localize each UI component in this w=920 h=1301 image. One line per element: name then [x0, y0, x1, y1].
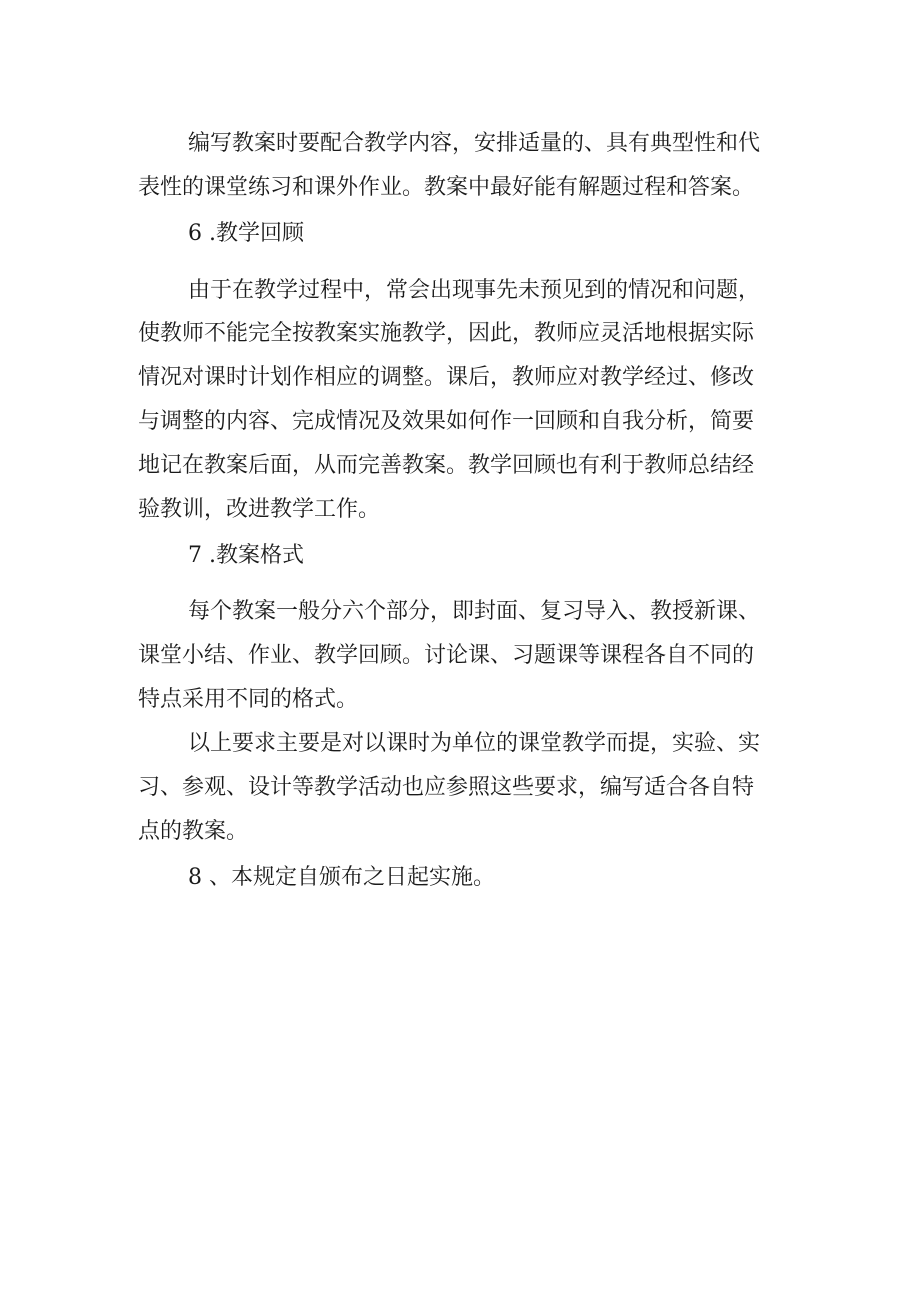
paragraph-line: 使教师不能完全按教案实施教学，因此，教师应灵活地根据实际: [138, 321, 755, 346]
paragraph-line: 地记在教案后面，从而完善教案。教学回顾也有利于教师总结经: [138, 453, 755, 478]
paragraph-line: 点的教案。: [138, 819, 249, 844]
paragraph-line: 习、参观、设计等教学活动也应参照这些要求，编写适合各自特: [138, 775, 755, 800]
paragraph-line: 与调整的内容、完成情况及效果如何作一回顾和自我分析，简要: [138, 409, 755, 434]
paragraph-line: 情况对课时计划作相应的调整。课后，教师应对教学经过、修改: [138, 365, 755, 390]
paragraph-line: 编写教案时要配合教学内容，安排适量的、具有典型性和代: [188, 131, 761, 156]
section-heading-7: 7 .教案格式: [188, 543, 304, 568]
section-heading-8: 8 、本规定自颁布之日起实施。: [188, 865, 495, 890]
paragraph-line: 由于在教学过程中，常会出现事先未预见到的情况和问题，: [188, 278, 761, 303]
section-heading-6: 6 .教学回顾: [188, 221, 304, 246]
paragraph-line: 课堂小结、作业、教学回顾。讨论课、习题课等课程各自不同的: [138, 643, 755, 668]
paragraph-line: 特点采用不同的格式。: [138, 687, 359, 712]
paragraph-line: 表性的课堂练习和课外作业。教案中最好能有解题过程和答案。: [138, 175, 755, 200]
paragraph-line: 每个教案一般分六个部分，即封面、复习导入、教授新课、: [188, 599, 761, 624]
paragraph-line: 以上要求主要是对以课时为单位的课堂教学而提，实验、实: [188, 731, 761, 756]
paragraph-line: 验教训，改进教学工作。: [138, 497, 381, 522]
